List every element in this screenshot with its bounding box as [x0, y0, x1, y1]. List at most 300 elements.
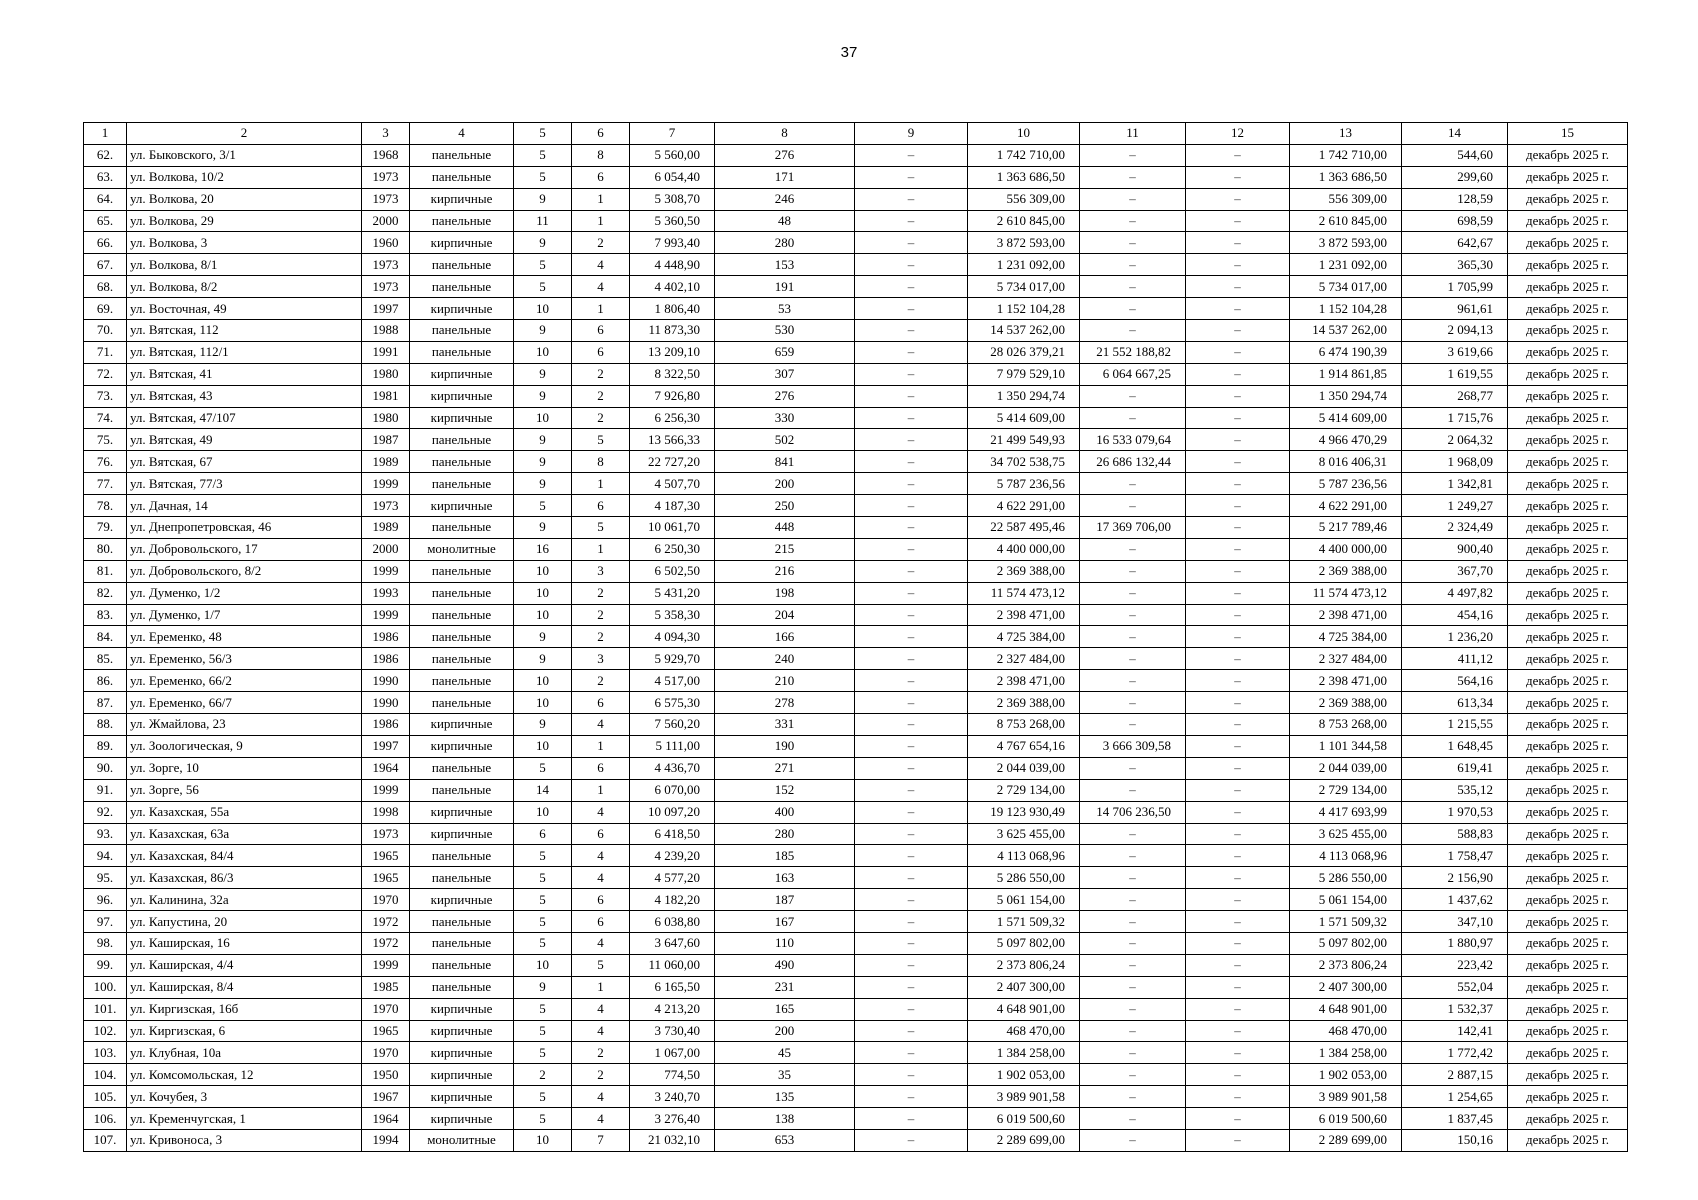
- cell-address: ул. Зорге, 56: [127, 779, 362, 801]
- cell-area: 13 566,33: [630, 429, 715, 451]
- cell-col-13-value: 2 369 388,00: [1290, 692, 1402, 714]
- cell-col-9-value: –: [855, 298, 968, 320]
- cell-entrances: 4: [572, 998, 630, 1020]
- cell-entrances: 2: [572, 363, 630, 385]
- cell-col-9-value: –: [855, 320, 968, 342]
- cell-address: ул. Казахская, 84/4: [127, 845, 362, 867]
- cell-col-11-value: –: [1080, 757, 1186, 779]
- cell-row-number: 67.: [84, 254, 127, 276]
- cell-col-12-value: –: [1186, 1129, 1290, 1151]
- cell-floors: 10: [514, 560, 572, 582]
- cell-col-12-value: –: [1186, 495, 1290, 517]
- table-row: [84, 1086, 1628, 1108]
- cell-col-13-value: 14 537 262,00: [1290, 320, 1402, 342]
- cell-residents: 110: [715, 932, 855, 954]
- cell-wall-material: кирпичные: [410, 385, 514, 407]
- cell-row-number: 71.: [84, 341, 127, 363]
- cell-col-9-value: –: [855, 757, 968, 779]
- cell-row-number: 98.: [84, 932, 127, 954]
- cell-total-cost: 6 019 500,60: [968, 1108, 1080, 1130]
- cell-address: ул. Зорге, 10: [127, 757, 362, 779]
- cell-col-13-value: 2 327 484,00: [1290, 648, 1402, 670]
- cell-floors: 16: [514, 538, 572, 560]
- cell-deadline: декабрь 2025 г.: [1508, 560, 1628, 582]
- cell-col-14-value: 142,41: [1402, 1020, 1508, 1042]
- cell-residents: 231: [715, 976, 855, 998]
- cell-row-number: 83.: [84, 604, 127, 626]
- cell-col-9-value: –: [855, 517, 968, 539]
- cell-entrances: 1: [572, 188, 630, 210]
- cell-residents: 276: [715, 385, 855, 407]
- cell-col-11-value: –: [1080, 188, 1186, 210]
- table-row: [84, 341, 1628, 363]
- cell-col-12-value: –: [1186, 889, 1290, 911]
- cell-total-cost: 22 587 495,46: [968, 517, 1080, 539]
- cell-residents: 250: [715, 495, 855, 517]
- cell-residents: 331: [715, 714, 855, 736]
- cell-entrances: 1: [572, 210, 630, 232]
- cell-address: ул. Быковского, 3/1: [127, 144, 362, 166]
- cell-row-number: 63.: [84, 166, 127, 188]
- cell-col-11-value: –: [1080, 320, 1186, 342]
- cell-col-11-value: –: [1080, 692, 1186, 714]
- cell-row-number: 79.: [84, 517, 127, 539]
- cell-floors: 10: [514, 604, 572, 626]
- cell-row-number: 97.: [84, 911, 127, 933]
- cell-area: 6 038,80: [630, 911, 715, 933]
- cell-col-14-value: 588,83: [1402, 823, 1508, 845]
- cell-deadline: декабрь 2025 г.: [1508, 604, 1628, 626]
- cell-col-13-value: 11 574 473,12: [1290, 582, 1402, 604]
- cell-wall-material: панельные: [410, 517, 514, 539]
- cell-col-11-value: 14 706 236,50: [1080, 801, 1186, 823]
- cell-address: ул. Волкова, 10/2: [127, 166, 362, 188]
- cell-col-13-value: 1 571 509,32: [1290, 911, 1402, 933]
- cell-col-13-value: 3 872 593,00: [1290, 232, 1402, 254]
- cell-residents: 35: [715, 1064, 855, 1086]
- cell-col-9-value: –: [855, 779, 968, 801]
- cell-col-9-value: –: [855, 166, 968, 188]
- table-row: [84, 779, 1628, 801]
- cell-col-14-value: 1 758,47: [1402, 845, 1508, 867]
- cell-floors: 9: [514, 363, 572, 385]
- cell-floors: 10: [514, 692, 572, 714]
- cell-row-number: 96.: [84, 889, 127, 911]
- cell-col-11-value: –: [1080, 210, 1186, 232]
- cell-floors: 10: [514, 954, 572, 976]
- cell-entrances: 3: [572, 648, 630, 670]
- table-row: [84, 298, 1628, 320]
- cell-residents: 400: [715, 801, 855, 823]
- table-row: [84, 560, 1628, 582]
- cell-floors: 9: [514, 714, 572, 736]
- cell-residents: 152: [715, 779, 855, 801]
- cell-wall-material: монолитные: [410, 538, 514, 560]
- cell-col-12-value: –: [1186, 320, 1290, 342]
- cell-row-number: 74.: [84, 407, 127, 429]
- cell-col-14-value: 150,16: [1402, 1129, 1508, 1151]
- cell-floors: 10: [514, 801, 572, 823]
- cell-entrances: 1: [572, 473, 630, 495]
- cell-wall-material: панельные: [410, 670, 514, 692]
- table-body: [84, 144, 1628, 1151]
- column-header-15: 15: [1508, 123, 1628, 145]
- cell-col-11-value: –: [1080, 998, 1186, 1020]
- cell-entrances: 2: [572, 670, 630, 692]
- cell-wall-material: кирпичные: [410, 823, 514, 845]
- cell-area: 4 436,70: [630, 757, 715, 779]
- cell-deadline: декабрь 2025 г.: [1508, 998, 1628, 1020]
- cell-total-cost: 5 734 017,00: [968, 276, 1080, 298]
- cell-wall-material: панельные: [410, 341, 514, 363]
- cell-entrances: 6: [572, 757, 630, 779]
- cell-col-14-value: 1 249,27: [1402, 495, 1508, 517]
- cell-col-11-value: –: [1080, 407, 1186, 429]
- cell-address: ул. Киргизская, 16б: [127, 998, 362, 1020]
- cell-col-11-value: –: [1080, 779, 1186, 801]
- cell-col-9-value: –: [855, 538, 968, 560]
- cell-entrances: 4: [572, 276, 630, 298]
- cell-entrances: 1: [572, 735, 630, 757]
- cell-floors: 5: [514, 1020, 572, 1042]
- cell-year-built: 1973: [362, 254, 410, 276]
- table-row: [84, 626, 1628, 648]
- cell-area: 4 507,70: [630, 473, 715, 495]
- cell-area: 6 502,50: [630, 560, 715, 582]
- cell-col-13-value: 8 016 406,31: [1290, 451, 1402, 473]
- cell-row-number: 106.: [84, 1108, 127, 1130]
- cell-row-number: 75.: [84, 429, 127, 451]
- cell-floors: 6: [514, 823, 572, 845]
- cell-col-11-value: –: [1080, 276, 1186, 298]
- cell-col-14-value: 1 619,55: [1402, 363, 1508, 385]
- cell-address: ул. Днепропетровская, 46: [127, 517, 362, 539]
- cell-col-13-value: 5 787 236,56: [1290, 473, 1402, 495]
- cell-area: 6 165,50: [630, 976, 715, 998]
- cell-residents: 198: [715, 582, 855, 604]
- cell-col-11-value: –: [1080, 1086, 1186, 1108]
- cell-col-14-value: 2 324,49: [1402, 517, 1508, 539]
- cell-area: 1 806,40: [630, 298, 715, 320]
- cell-total-cost: 5 286 550,00: [968, 867, 1080, 889]
- cell-address: ул. Вятская, 67: [127, 451, 362, 473]
- cell-col-14-value: 1 215,55: [1402, 714, 1508, 736]
- cell-address: ул. Думенко, 1/7: [127, 604, 362, 626]
- cell-col-14-value: 1 837,45: [1402, 1108, 1508, 1130]
- cell-year-built: 1999: [362, 954, 410, 976]
- cell-col-9-value: –: [855, 429, 968, 451]
- cell-col-9-value: –: [855, 1042, 968, 1064]
- cell-deadline: декабрь 2025 г.: [1508, 276, 1628, 298]
- cell-col-13-value: 2 407 300,00: [1290, 976, 1402, 998]
- cell-col-11-value: –: [1080, 714, 1186, 736]
- table-row: [84, 889, 1628, 911]
- cell-year-built: 1972: [362, 911, 410, 933]
- table-row: [84, 1129, 1628, 1151]
- cell-total-cost: 4 648 901,00: [968, 998, 1080, 1020]
- cell-wall-material: кирпичные: [410, 1064, 514, 1086]
- cell-row-number: 102.: [84, 1020, 127, 1042]
- cell-residents: 280: [715, 823, 855, 845]
- cell-deadline: декабрь 2025 г.: [1508, 144, 1628, 166]
- cell-entrances: 8: [572, 144, 630, 166]
- table-row: [84, 1020, 1628, 1042]
- cell-entrances: 4: [572, 1108, 630, 1130]
- table-row: [84, 495, 1628, 517]
- cell-col-14-value: 347,10: [1402, 911, 1508, 933]
- cell-entrances: 2: [572, 385, 630, 407]
- cell-residents: 200: [715, 473, 855, 495]
- cell-deadline: декабрь 2025 г.: [1508, 407, 1628, 429]
- cell-col-9-value: –: [855, 954, 968, 976]
- cell-col-9-value: –: [855, 210, 968, 232]
- cell-year-built: 1965: [362, 867, 410, 889]
- cell-residents: 135: [715, 1086, 855, 1108]
- cell-col-14-value: 1 342,81: [1402, 473, 1508, 495]
- cell-col-12-value: –: [1186, 144, 1290, 166]
- cell-address: ул. Добровольского, 17: [127, 538, 362, 560]
- cell-year-built: 1967: [362, 1086, 410, 1108]
- cell-col-9-value: –: [855, 911, 968, 933]
- column-header-4: 4: [410, 123, 514, 145]
- cell-wall-material: кирпичные: [410, 1086, 514, 1108]
- cell-col-12-value: –: [1186, 867, 1290, 889]
- cell-entrances: 4: [572, 932, 630, 954]
- cell-col-9-value: –: [855, 976, 968, 998]
- cell-col-12-value: –: [1186, 845, 1290, 867]
- cell-deadline: декабрь 2025 г.: [1508, 1129, 1628, 1151]
- table-row: [84, 144, 1628, 166]
- cell-address: ул. Волкова, 3: [127, 232, 362, 254]
- table-row: [84, 1042, 1628, 1064]
- cell-entrances: 2: [572, 626, 630, 648]
- cell-floors: 9: [514, 976, 572, 998]
- cell-total-cost: 34 702 538,75: [968, 451, 1080, 473]
- cell-year-built: 1999: [362, 779, 410, 801]
- cell-col-11-value: 16 533 079,64: [1080, 429, 1186, 451]
- cell-wall-material: панельные: [410, 867, 514, 889]
- cell-deadline: декабрь 2025 г.: [1508, 911, 1628, 933]
- cell-wall-material: панельные: [410, 779, 514, 801]
- cell-col-12-value: –: [1186, 538, 1290, 560]
- cell-entrances: 6: [572, 889, 630, 911]
- cell-wall-material: панельные: [410, 692, 514, 714]
- cell-residents: 45: [715, 1042, 855, 1064]
- cell-row-number: 89.: [84, 735, 127, 757]
- cell-wall-material: панельные: [410, 954, 514, 976]
- cell-floors: 10: [514, 1129, 572, 1151]
- cell-wall-material: панельные: [410, 451, 514, 473]
- cell-col-11-value: –: [1080, 976, 1186, 998]
- cell-year-built: 1997: [362, 735, 410, 757]
- cell-row-number: 101.: [84, 998, 127, 1020]
- cell-wall-material: кирпичные: [410, 998, 514, 1020]
- cell-area: 3 240,70: [630, 1086, 715, 1108]
- column-header-12: 12: [1186, 123, 1290, 145]
- cell-deadline: декабрь 2025 г.: [1508, 626, 1628, 648]
- cell-area: 11 060,00: [630, 954, 715, 976]
- cell-year-built: 1960: [362, 232, 410, 254]
- cell-year-built: 1986: [362, 714, 410, 736]
- cell-entrances: 6: [572, 320, 630, 342]
- cell-year-built: 1993: [362, 582, 410, 604]
- cell-col-9-value: –: [855, 276, 968, 298]
- cell-row-number: 85.: [84, 648, 127, 670]
- cell-col-13-value: 1 231 092,00: [1290, 254, 1402, 276]
- cell-col-13-value: 3 625 455,00: [1290, 823, 1402, 845]
- cell-year-built: 1998: [362, 801, 410, 823]
- cell-col-9-value: –: [855, 582, 968, 604]
- cell-total-cost: 2 373 806,24: [968, 954, 1080, 976]
- cell-col-12-value: –: [1186, 1042, 1290, 1064]
- cell-year-built: 1989: [362, 517, 410, 539]
- cell-address: ул. Волкова, 8/2: [127, 276, 362, 298]
- cell-entrances: 5: [572, 517, 630, 539]
- cell-col-12-value: –: [1186, 517, 1290, 539]
- cell-col-14-value: 642,67: [1402, 232, 1508, 254]
- cell-total-cost: 11 574 473,12: [968, 582, 1080, 604]
- cell-entrances: 2: [572, 604, 630, 626]
- cell-col-12-value: –: [1186, 911, 1290, 933]
- cell-col-11-value: –: [1080, 495, 1186, 517]
- table-row: [84, 451, 1628, 473]
- cell-year-built: 1989: [362, 451, 410, 473]
- cell-entrances: 4: [572, 801, 630, 823]
- cell-year-built: 1990: [362, 670, 410, 692]
- cell-wall-material: кирпичные: [410, 495, 514, 517]
- cell-col-9-value: –: [855, 801, 968, 823]
- cell-total-cost: 4 400 000,00: [968, 538, 1080, 560]
- cell-residents: 187: [715, 889, 855, 911]
- cell-deadline: декабрь 2025 г.: [1508, 1042, 1628, 1064]
- cell-col-12-value: –: [1186, 188, 1290, 210]
- cell-col-13-value: 1 363 686,50: [1290, 166, 1402, 188]
- cell-col-13-value: 6 474 190,39: [1290, 341, 1402, 363]
- cell-col-12-value: –: [1186, 363, 1290, 385]
- cell-area: 4 213,20: [630, 998, 715, 1020]
- cell-wall-material: панельные: [410, 648, 514, 670]
- cell-col-11-value: 26 686 132,44: [1080, 451, 1186, 473]
- cell-total-cost: 2 044 039,00: [968, 757, 1080, 779]
- cell-col-13-value: 5 286 550,00: [1290, 867, 1402, 889]
- table-row: [84, 276, 1628, 298]
- cell-col-14-value: 961,61: [1402, 298, 1508, 320]
- cell-address: ул. Каширская, 16: [127, 932, 362, 954]
- cell-row-number: 103.: [84, 1042, 127, 1064]
- cell-year-built: 1980: [362, 363, 410, 385]
- cell-area: 5 360,50: [630, 210, 715, 232]
- cell-year-built: 1964: [362, 757, 410, 779]
- cell-address: ул. Каширская, 4/4: [127, 954, 362, 976]
- cell-entrances: 6: [572, 911, 630, 933]
- cell-total-cost: 21 499 549,93: [968, 429, 1080, 451]
- cell-address: ул. Кривоноса, 3: [127, 1129, 362, 1151]
- cell-col-14-value: 1 970,53: [1402, 801, 1508, 823]
- table-row: [84, 604, 1628, 626]
- table-row: [84, 648, 1628, 670]
- cell-col-12-value: –: [1186, 823, 1290, 845]
- cell-total-cost: 1 350 294,74: [968, 385, 1080, 407]
- cell-col-13-value: 2 398 471,00: [1290, 604, 1402, 626]
- cell-area: 8 322,50: [630, 363, 715, 385]
- cell-row-number: 81.: [84, 560, 127, 582]
- cell-col-13-value: 1 384 258,00: [1290, 1042, 1402, 1064]
- cell-deadline: декабрь 2025 г.: [1508, 823, 1628, 845]
- cell-area: 1 067,00: [630, 1042, 715, 1064]
- cell-residents: 163: [715, 867, 855, 889]
- cell-residents: 653: [715, 1129, 855, 1151]
- cell-col-9-value: –: [855, 845, 968, 867]
- cell-deadline: декабрь 2025 г.: [1508, 473, 1628, 495]
- cell-area: 4 182,20: [630, 889, 715, 911]
- cell-wall-material: панельные: [410, 320, 514, 342]
- cell-entrances: 8: [572, 451, 630, 473]
- cell-area: 6 250,30: [630, 538, 715, 560]
- cell-col-13-value: 556 309,00: [1290, 188, 1402, 210]
- cell-area: 4 094,30: [630, 626, 715, 648]
- column-header-5: 5: [514, 123, 572, 145]
- table-row: [84, 232, 1628, 254]
- cell-col-12-value: –: [1186, 954, 1290, 976]
- cell-wall-material: панельные: [410, 429, 514, 451]
- cell-area: 4 448,90: [630, 254, 715, 276]
- cell-entrances: 6: [572, 341, 630, 363]
- table-row: [84, 911, 1628, 933]
- cell-area: 13 209,10: [630, 341, 715, 363]
- cell-col-14-value: 1 648,45: [1402, 735, 1508, 757]
- cell-row-number: 76.: [84, 451, 127, 473]
- cell-total-cost: 5 414 609,00: [968, 407, 1080, 429]
- cell-total-cost: 14 537 262,00: [968, 320, 1080, 342]
- cell-address: ул. Еременко, 56/3: [127, 648, 362, 670]
- cell-total-cost: 2 398 471,00: [968, 670, 1080, 692]
- cell-col-9-value: –: [855, 1129, 968, 1151]
- cell-row-number: 88.: [84, 714, 127, 736]
- cell-area: 5 111,00: [630, 735, 715, 757]
- cell-year-built: 1970: [362, 889, 410, 911]
- table-row: [84, 320, 1628, 342]
- cell-col-9-value: –: [855, 385, 968, 407]
- cell-address: ул. Волкова, 8/1: [127, 254, 362, 276]
- cell-wall-material: кирпичные: [410, 407, 514, 429]
- cell-entrances: 2: [572, 582, 630, 604]
- cell-deadline: декабрь 2025 г.: [1508, 582, 1628, 604]
- cell-total-cost: 2 289 699,00: [968, 1129, 1080, 1151]
- cell-col-11-value: –: [1080, 1064, 1186, 1086]
- cell-col-14-value: 1 532,37: [1402, 998, 1508, 1020]
- cell-col-11-value: –: [1080, 560, 1186, 582]
- cell-year-built: 1970: [362, 998, 410, 1020]
- cell-col-9-value: –: [855, 363, 968, 385]
- cell-row-number: 90.: [84, 757, 127, 779]
- column-header-13: 13: [1290, 123, 1402, 145]
- cell-col-14-value: 268,77: [1402, 385, 1508, 407]
- cell-row-number: 100.: [84, 976, 127, 998]
- cell-address: ул. Еременко, 66/2: [127, 670, 362, 692]
- cell-area: 6 070,00: [630, 779, 715, 801]
- table-row: [84, 363, 1628, 385]
- cell-floors: 10: [514, 735, 572, 757]
- cell-col-11-value: –: [1080, 385, 1186, 407]
- cell-col-14-value: 619,41: [1402, 757, 1508, 779]
- cell-col-13-value: 2 610 845,00: [1290, 210, 1402, 232]
- table-row: [84, 976, 1628, 998]
- column-header-11: 11: [1080, 123, 1186, 145]
- cell-col-9-value: –: [855, 714, 968, 736]
- cell-address: ул. Капустина, 20: [127, 911, 362, 933]
- cell-wall-material: панельные: [410, 582, 514, 604]
- cell-floors: 5: [514, 166, 572, 188]
